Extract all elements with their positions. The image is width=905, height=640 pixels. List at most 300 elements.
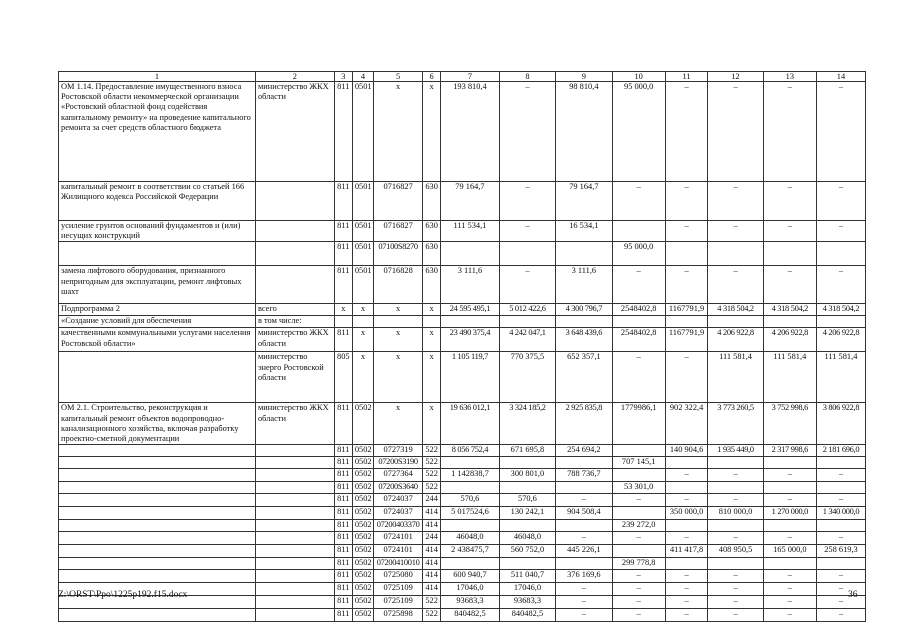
row-executor-cell bbox=[255, 242, 334, 266]
value-cell: 0501 bbox=[352, 221, 373, 242]
value-cell: – bbox=[763, 182, 816, 221]
value-cell: 0725109 bbox=[374, 583, 423, 596]
value-cell: 811 bbox=[334, 242, 352, 266]
value-cell: 254 694,2 bbox=[556, 445, 612, 457]
table-row bbox=[59, 494, 866, 507]
header-cell: 3 bbox=[334, 72, 352, 82]
value-cell: 1167791,9 bbox=[665, 304, 708, 316]
value-cell: 570,6 bbox=[441, 494, 500, 507]
value-cell: – bbox=[556, 494, 612, 507]
value-cell: – bbox=[708, 82, 763, 182]
value-cell: х bbox=[352, 328, 373, 352]
value-cell: 902 322,4 bbox=[665, 403, 708, 445]
value-cell bbox=[612, 469, 665, 482]
header-cell: 12 bbox=[708, 72, 763, 82]
value-cell bbox=[665, 520, 708, 532]
value-cell bbox=[763, 558, 816, 570]
value-cell bbox=[441, 457, 500, 469]
value-cell bbox=[708, 520, 763, 532]
value-cell bbox=[816, 482, 865, 494]
value-cell bbox=[763, 520, 816, 532]
value-cell: – bbox=[665, 494, 708, 507]
value-cell bbox=[441, 482, 500, 494]
value-cell: 07200410010 bbox=[374, 558, 423, 570]
value-cell: 2548402,8 bbox=[612, 304, 665, 316]
value-cell: – bbox=[665, 583, 708, 596]
value-cell: 95 000,0 bbox=[612, 242, 665, 266]
table-row bbox=[59, 403, 866, 445]
value-cell bbox=[499, 482, 555, 494]
budget-table bbox=[58, 71, 866, 622]
row-description-cell bbox=[59, 532, 256, 545]
value-cell: – bbox=[763, 469, 816, 482]
value-cell: – bbox=[665, 469, 708, 482]
row-description-cell bbox=[59, 570, 256, 583]
value-cell: – bbox=[612, 266, 665, 304]
value-cell: 1167791,9 bbox=[665, 328, 708, 352]
value-cell: 4 318 504,2 bbox=[763, 304, 816, 316]
value-cell bbox=[556, 457, 612, 469]
row-description-cell: качественными коммунальными услугами населения Ростовской области» bbox=[59, 328, 256, 352]
value-cell: – bbox=[708, 266, 763, 304]
value-cell bbox=[708, 482, 763, 494]
value-cell: 811 bbox=[334, 482, 352, 494]
value-cell: – bbox=[763, 494, 816, 507]
value-cell: 811 bbox=[334, 596, 352, 609]
row-description-cell bbox=[59, 482, 256, 494]
value-cell: 522 bbox=[423, 482, 441, 494]
value-cell: 811 bbox=[334, 403, 352, 445]
value-cell: 2 317 998,6 bbox=[763, 445, 816, 457]
value-cell: 0502 bbox=[352, 583, 373, 596]
value-cell: – bbox=[816, 583, 865, 596]
value-cell: х bbox=[374, 352, 423, 403]
value-cell: х bbox=[423, 328, 441, 352]
value-cell: 2548402,8 bbox=[612, 328, 665, 352]
value-cell bbox=[665, 242, 708, 266]
value-cell: 1 142838,7 bbox=[441, 469, 500, 482]
value-cell: 0502 bbox=[352, 469, 373, 482]
value-cell: – bbox=[556, 532, 612, 545]
header-cell: 4 bbox=[352, 72, 373, 82]
value-cell: – bbox=[556, 609, 612, 622]
value-cell: – bbox=[816, 182, 865, 221]
value-cell: – bbox=[499, 82, 555, 182]
value-cell: 414 bbox=[423, 570, 441, 583]
value-cell: – bbox=[763, 609, 816, 622]
value-cell bbox=[374, 316, 423, 328]
row-description-cell: замена лифтового оборудования, признанного непригодным для эксплуатации, ремонт лифтовых шахт bbox=[59, 266, 256, 304]
header-cell: 5 bbox=[374, 72, 423, 82]
value-cell: – bbox=[612, 596, 665, 609]
row-description-cell bbox=[59, 507, 256, 520]
row-executor-cell bbox=[255, 469, 334, 482]
value-cell: 0502 bbox=[352, 520, 373, 532]
value-cell: – bbox=[708, 609, 763, 622]
value-cell bbox=[556, 520, 612, 532]
value-cell: х bbox=[374, 304, 423, 316]
value-cell bbox=[499, 457, 555, 469]
value-cell bbox=[352, 316, 373, 328]
row-executor-cell: министерство ЖКХ области bbox=[255, 403, 334, 445]
value-cell: – bbox=[499, 182, 555, 221]
value-cell: 408 950,5 bbox=[708, 545, 763, 558]
header-cell: 11 bbox=[665, 72, 708, 82]
value-cell: 414 bbox=[423, 520, 441, 532]
value-cell: 630 bbox=[423, 221, 441, 242]
value-cell bbox=[612, 316, 665, 328]
row-executor-cell bbox=[255, 570, 334, 583]
table-row bbox=[59, 182, 866, 221]
value-cell: – bbox=[708, 532, 763, 545]
value-cell: – bbox=[556, 596, 612, 609]
value-cell: 811 bbox=[334, 520, 352, 532]
row-executor-cell: всего bbox=[255, 304, 334, 316]
value-cell: – bbox=[708, 583, 763, 596]
value-cell: 376 169,6 bbox=[556, 570, 612, 583]
header-cell: 1 bbox=[59, 72, 256, 82]
header-row bbox=[59, 72, 866, 82]
row-executor-cell bbox=[255, 494, 334, 507]
value-cell: – bbox=[763, 266, 816, 304]
table-row bbox=[59, 328, 866, 352]
value-cell: 0502 bbox=[352, 494, 373, 507]
value-cell: – bbox=[665, 609, 708, 622]
value-cell: 79 164,7 bbox=[556, 182, 612, 221]
value-cell: 17046,0 bbox=[441, 583, 500, 596]
value-cell bbox=[441, 558, 500, 570]
value-cell: – bbox=[612, 609, 665, 622]
value-cell: 2 181 696,0 bbox=[816, 445, 865, 457]
value-cell: 630 bbox=[423, 182, 441, 221]
table-row bbox=[59, 266, 866, 304]
value-cell: 46048,0 bbox=[441, 532, 500, 545]
value-cell bbox=[708, 457, 763, 469]
value-cell bbox=[816, 316, 865, 328]
value-cell: 299 778,8 bbox=[612, 558, 665, 570]
value-cell: 811 bbox=[334, 532, 352, 545]
value-cell bbox=[816, 242, 865, 266]
value-cell: 258 619,3 bbox=[816, 545, 865, 558]
value-cell bbox=[499, 520, 555, 532]
table-row bbox=[59, 352, 866, 403]
value-cell: – bbox=[665, 82, 708, 182]
row-executor-cell bbox=[255, 221, 334, 242]
value-cell: – bbox=[665, 182, 708, 221]
header-cell: 2 bbox=[255, 72, 334, 82]
value-cell: – bbox=[612, 182, 665, 221]
value-cell: – bbox=[665, 532, 708, 545]
value-cell: – bbox=[612, 532, 665, 545]
value-cell: – bbox=[763, 570, 816, 583]
value-cell: 24 595 495,1 bbox=[441, 304, 500, 316]
value-cell: 0724101 bbox=[374, 545, 423, 558]
value-cell bbox=[708, 558, 763, 570]
value-cell: 111 581,4 bbox=[708, 352, 763, 403]
value-cell: 840482,5 bbox=[499, 609, 555, 622]
table-row bbox=[59, 520, 866, 532]
value-cell: 53 301,0 bbox=[612, 482, 665, 494]
value-cell: – bbox=[816, 469, 865, 482]
table-row bbox=[59, 304, 866, 316]
value-cell: 1 270 000,0 bbox=[763, 507, 816, 520]
value-cell: 411 417,8 bbox=[665, 545, 708, 558]
row-description-cell bbox=[59, 352, 256, 403]
value-cell: – bbox=[665, 596, 708, 609]
value-cell: 07200S3640 bbox=[374, 482, 423, 494]
value-cell: – bbox=[612, 583, 665, 596]
value-cell: 5 012 422,6 bbox=[499, 304, 555, 316]
value-cell: 811 bbox=[334, 457, 352, 469]
value-cell: 671 695,8 bbox=[499, 445, 555, 457]
value-cell: 3 752 998,6 bbox=[763, 403, 816, 445]
value-cell: х bbox=[423, 304, 441, 316]
value-cell: – bbox=[665, 352, 708, 403]
value-cell: 840482,5 bbox=[441, 609, 500, 622]
value-cell: 811 bbox=[334, 609, 352, 622]
value-cell: 3 111,6 bbox=[441, 266, 500, 304]
value-cell: 0727319 bbox=[374, 445, 423, 457]
table-row bbox=[59, 316, 866, 328]
value-cell: 0502 bbox=[352, 507, 373, 520]
value-cell: 414 bbox=[423, 583, 441, 596]
table-row bbox=[59, 221, 866, 242]
row-executor-cell bbox=[255, 266, 334, 304]
value-cell bbox=[441, 316, 500, 328]
value-cell: х bbox=[374, 328, 423, 352]
value-cell: 111 581,4 bbox=[763, 352, 816, 403]
table-row bbox=[59, 469, 866, 482]
value-cell: – bbox=[708, 494, 763, 507]
value-cell: – bbox=[612, 570, 665, 583]
row-description-cell: «Создание условий для обеспечения bbox=[59, 316, 256, 328]
value-cell: 600 940,7 bbox=[441, 570, 500, 583]
value-cell bbox=[763, 316, 816, 328]
value-cell: 0724037 bbox=[374, 507, 423, 520]
value-cell: – bbox=[612, 352, 665, 403]
value-cell bbox=[334, 316, 352, 328]
table-row bbox=[59, 570, 866, 583]
value-cell: 07200S3190 bbox=[374, 457, 423, 469]
value-cell bbox=[816, 457, 865, 469]
value-cell: 111 581,4 bbox=[816, 352, 865, 403]
value-cell: 2 925 835,8 bbox=[556, 403, 612, 445]
row-executor-cell: в том числе: bbox=[255, 316, 334, 328]
value-cell: 93683,3 bbox=[441, 596, 500, 609]
row-executor-cell bbox=[255, 520, 334, 532]
value-cell: – bbox=[556, 583, 612, 596]
value-cell: 4 318 504,2 bbox=[816, 304, 865, 316]
value-cell: – bbox=[665, 221, 708, 242]
value-cell: 0501 bbox=[352, 242, 373, 266]
value-cell: 17046,0 bbox=[499, 583, 555, 596]
value-cell: 193 810,4 bbox=[441, 82, 500, 182]
value-cell: – bbox=[708, 182, 763, 221]
value-cell bbox=[556, 316, 612, 328]
header-cell: 9 bbox=[556, 72, 612, 82]
value-cell: 0725898 bbox=[374, 609, 423, 622]
value-cell: – bbox=[665, 570, 708, 583]
value-cell: 300 801,0 bbox=[499, 469, 555, 482]
row-executor-cell bbox=[255, 182, 334, 221]
value-cell: 0727364 bbox=[374, 469, 423, 482]
value-cell bbox=[665, 558, 708, 570]
value-cell: 4 300 796,7 bbox=[556, 304, 612, 316]
row-executor-cell bbox=[255, 545, 334, 558]
value-cell: 140 904,6 bbox=[665, 445, 708, 457]
value-cell bbox=[499, 558, 555, 570]
value-cell: 0716828 bbox=[374, 266, 423, 304]
row-description-cell bbox=[59, 520, 256, 532]
value-cell: 0724037 bbox=[374, 494, 423, 507]
value-cell: 19 636 012,1 bbox=[441, 403, 500, 445]
row-executor-cell bbox=[255, 507, 334, 520]
value-cell: – bbox=[763, 82, 816, 182]
value-cell: 95 000,0 bbox=[612, 82, 665, 182]
value-cell bbox=[612, 507, 665, 520]
value-cell bbox=[612, 545, 665, 558]
table-row bbox=[59, 507, 866, 520]
value-cell: 522 bbox=[423, 596, 441, 609]
row-description-cell bbox=[59, 469, 256, 482]
value-cell: 98 810,4 bbox=[556, 82, 612, 182]
value-cell: 0724101 bbox=[374, 532, 423, 545]
footer-file-path: Z:\ORST\Ppo\1225p192.f15.docx bbox=[58, 590, 188, 600]
value-cell: 0502 bbox=[352, 545, 373, 558]
value-cell: 0502 bbox=[352, 445, 373, 457]
value-cell bbox=[708, 242, 763, 266]
table-row bbox=[59, 242, 866, 266]
row-description-cell bbox=[59, 545, 256, 558]
row-executor-cell bbox=[255, 609, 334, 622]
table-row bbox=[59, 82, 866, 182]
value-cell: 445 226,1 bbox=[556, 545, 612, 558]
row-description-cell bbox=[59, 494, 256, 507]
value-cell: 770 375,5 bbox=[499, 352, 555, 403]
value-cell bbox=[816, 520, 865, 532]
value-cell: х bbox=[352, 304, 373, 316]
value-cell: 522 bbox=[423, 457, 441, 469]
row-executor-cell bbox=[255, 457, 334, 469]
table-row bbox=[59, 609, 866, 622]
value-cell: х bbox=[352, 352, 373, 403]
value-cell: – bbox=[816, 494, 865, 507]
value-cell: 811 bbox=[334, 445, 352, 457]
value-cell: 239 272,0 bbox=[612, 520, 665, 532]
value-cell: – bbox=[665, 266, 708, 304]
value-cell: 23 490 375,4 bbox=[441, 328, 500, 352]
value-cell bbox=[816, 558, 865, 570]
row-description-cell bbox=[59, 457, 256, 469]
row-executor-cell bbox=[255, 596, 334, 609]
value-cell bbox=[665, 457, 708, 469]
table-row bbox=[59, 532, 866, 545]
value-cell: 0501 bbox=[352, 266, 373, 304]
value-cell: 0502 bbox=[352, 596, 373, 609]
value-cell bbox=[763, 242, 816, 266]
row-description-cell bbox=[59, 445, 256, 457]
row-description-cell: ОМ 1.14. Предоставление имущественного взноса Ростовской области некоммерческой организации «Ростовский областной фонд содействия капитальному ремонту» на проведение капитального ремонта за счет средств областного бюджета bbox=[59, 82, 256, 182]
header-cell: 10 bbox=[612, 72, 665, 82]
value-cell: 522 bbox=[423, 609, 441, 622]
value-cell: 3 806 922,8 bbox=[816, 403, 865, 445]
header-cell: 14 bbox=[816, 72, 865, 82]
value-cell: 130 242,1 bbox=[499, 507, 555, 520]
footer-page-number: 36 bbox=[848, 590, 858, 600]
value-cell: 904 508,4 bbox=[556, 507, 612, 520]
value-cell: 4 206 922,8 bbox=[763, 328, 816, 352]
value-cell bbox=[556, 558, 612, 570]
value-cell: 46048,0 bbox=[499, 532, 555, 545]
value-cell: 810 000,0 bbox=[708, 507, 763, 520]
value-cell: 0501 bbox=[352, 82, 373, 182]
value-cell: – bbox=[499, 266, 555, 304]
row-description-cell: Подпрограмма 2 bbox=[59, 304, 256, 316]
value-cell: 811 bbox=[334, 328, 352, 352]
value-cell: 0725080 bbox=[374, 570, 423, 583]
value-cell: 811 bbox=[334, 266, 352, 304]
value-cell: 811 bbox=[334, 507, 352, 520]
value-cell: 16 534,1 bbox=[556, 221, 612, 242]
value-cell: 811 bbox=[334, 494, 352, 507]
value-cell bbox=[612, 445, 665, 457]
value-cell: – bbox=[763, 221, 816, 242]
row-executor-cell: министерство ЖКХ области bbox=[255, 82, 334, 182]
row-description-cell bbox=[59, 609, 256, 622]
row-description-cell: усиление грунтов оснований фундаментов и (или) несущих конструкций bbox=[59, 221, 256, 242]
value-cell bbox=[763, 482, 816, 494]
value-cell: 111 534,1 bbox=[441, 221, 500, 242]
value-cell bbox=[556, 482, 612, 494]
value-cell: 811 bbox=[334, 469, 352, 482]
value-cell: 3 324 185,2 bbox=[499, 403, 555, 445]
value-cell: 0502 bbox=[352, 403, 373, 445]
value-cell: 0502 bbox=[352, 609, 373, 622]
value-cell bbox=[763, 457, 816, 469]
value-cell: 0502 bbox=[352, 558, 373, 570]
value-cell: 630 bbox=[423, 242, 441, 266]
header-cell: 7 bbox=[441, 72, 500, 82]
value-cell: – bbox=[763, 532, 816, 545]
row-executor-cell: министерство энерго Ростовской области bbox=[255, 352, 334, 403]
value-cell: 560 752,0 bbox=[499, 545, 555, 558]
row-description-cell bbox=[59, 242, 256, 266]
value-cell: 811 bbox=[334, 545, 352, 558]
value-cell: – bbox=[816, 82, 865, 182]
value-cell: – bbox=[763, 596, 816, 609]
value-cell: 244 bbox=[423, 494, 441, 507]
value-cell: 0716827 bbox=[374, 182, 423, 221]
value-cell: 0725109 bbox=[374, 596, 423, 609]
value-cell bbox=[665, 316, 708, 328]
value-cell: – bbox=[708, 469, 763, 482]
row-executor-cell bbox=[255, 445, 334, 457]
value-cell: 1 105 119,7 bbox=[441, 352, 500, 403]
value-cell: 4 206 922,8 bbox=[816, 328, 865, 352]
value-cell: 93683,3 bbox=[499, 596, 555, 609]
table-row bbox=[59, 457, 866, 469]
value-cell: 811 bbox=[334, 221, 352, 242]
header-cell: 8 bbox=[499, 72, 555, 82]
value-cell: 1 340 000,0 bbox=[816, 507, 865, 520]
table-body bbox=[59, 72, 866, 622]
value-cell bbox=[499, 316, 555, 328]
row-executor-cell bbox=[255, 558, 334, 570]
value-cell: 522 bbox=[423, 469, 441, 482]
value-cell: 07200403370 bbox=[374, 520, 423, 532]
value-cell: 4 242 047,1 bbox=[499, 328, 555, 352]
value-cell: – bbox=[816, 609, 865, 622]
